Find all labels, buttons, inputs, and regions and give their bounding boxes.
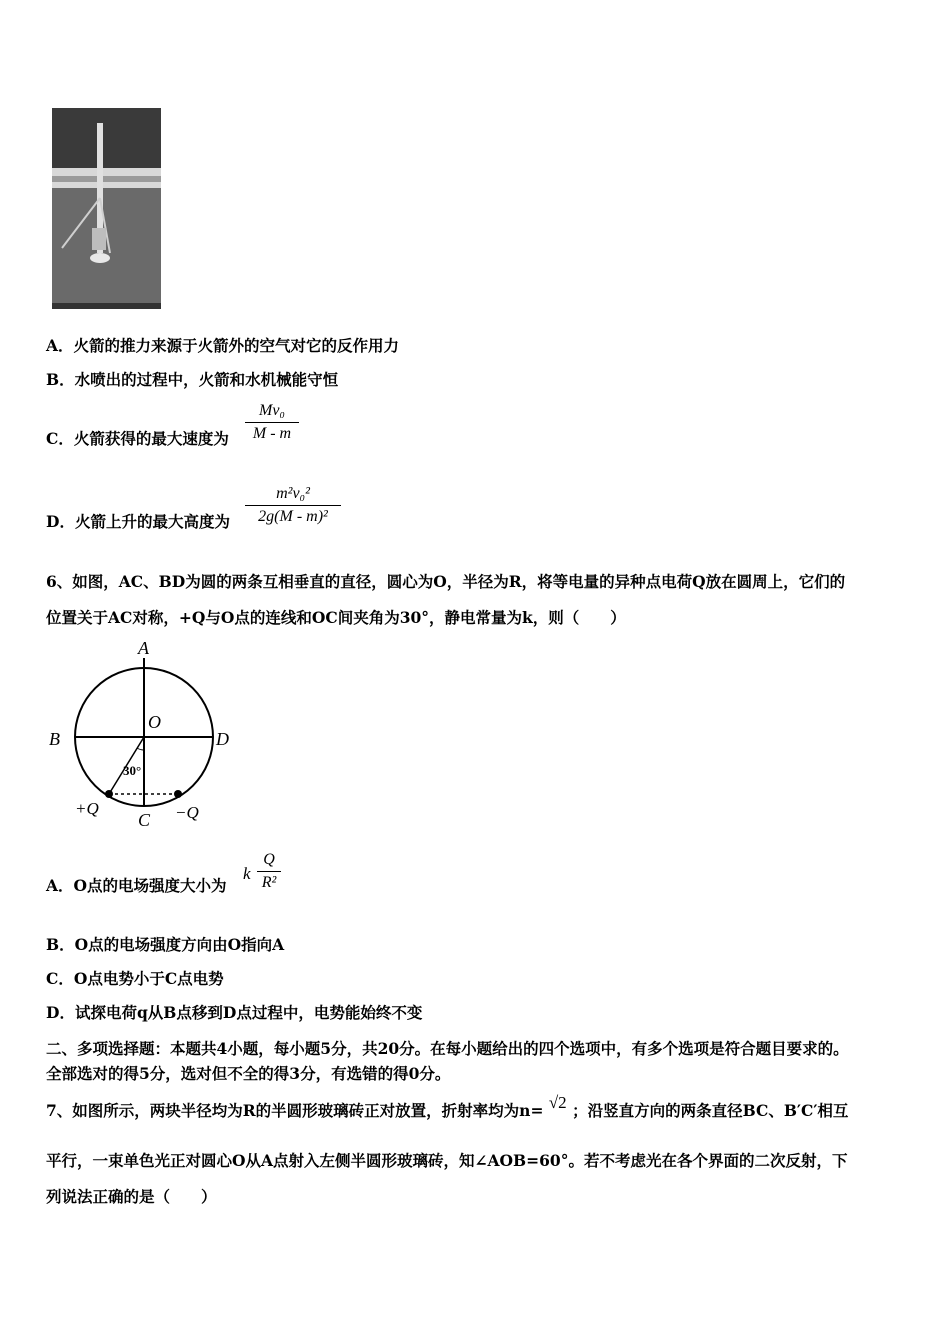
section2-line2: 全部选对的得5分，选对但不全的得3分，有选错的得0分。 — [46, 1064, 451, 1083]
label-negative-charge: −Q — [175, 803, 199, 822]
label-b: B — [49, 729, 60, 749]
sqrt-two: √2 — [548, 1093, 567, 1112]
water-rocket-photo — [52, 108, 161, 309]
q6-circle-diagram — [40, 636, 250, 836]
section2-line1: 二、多项选择题：本题共4小题，每小题5分，共20分。在每小题给出的四个选项中，有多个选项是符合题目要求的。 — [46, 1039, 849, 1058]
angle-label: 30° — [123, 763, 142, 778]
q6-option-a: A．O点的电场强度大小为 — [46, 876, 227, 895]
q5-option-a: A．火箭的推力来源于火箭外的空气对它的反作用力 — [46, 336, 400, 355]
label-positive-charge: +Q — [75, 799, 99, 818]
q6-formula-a — [243, 851, 283, 892]
q6-option-d: D．试探电荷q从B点移到D点过程中，电势能始终不变 — [46, 1003, 423, 1022]
formula-denominator: 2g(M - m)² — [258, 508, 328, 525]
q5-option-d: D．火箭上升的最大高度为 — [46, 512, 230, 531]
q6-stem-line2: 位置关于AC对称，+Q与O点的连线和OC间夹角为30°，静电常量为k，则（ ） — [46, 608, 626, 627]
label-o: O — [148, 712, 161, 732]
formula-denominator: R² — [261, 874, 277, 891]
q6-option-c: C．O点电势小于C点电势 — [46, 969, 224, 988]
q6-option-b: B．O点的电场强度方向由O指向A — [46, 935, 285, 954]
label-d: D — [216, 729, 229, 749]
q7-stem-part1: 7、如图所示，两块半径均为R的半圆形玻璃砖正对放置，折射率均为n= — [46, 1101, 544, 1120]
q6-stem-line1: 6、如图，AC、BD为圆的两条互相垂直的直径，圆心为O，半径为R，将等电量的异种点电荷Q放在圆周上，它们的 — [46, 572, 846, 591]
q7-stem-line1 — [46, 1093, 849, 1121]
q5-formula-c — [245, 402, 299, 443]
q5-formula-d — [245, 485, 341, 526]
q7-stem-line2: 平行，一束单色光正对圆心O从A点射入左侧半圆形玻璃砖，知∠AOB=60°。若不考虑光在各个界面的二次反射，下 — [46, 1151, 848, 1170]
formula-denominator: M - m — [252, 425, 292, 442]
q5-option-c: C．火箭获得的最大速度为 — [46, 429, 229, 448]
q7-stem-part2: ；沿竖直方向的两条直径BC、B′C′相互 — [572, 1101, 849, 1120]
formula-numerator: Mv₀ — [259, 402, 285, 419]
label-c: C — [138, 810, 151, 830]
q5-option-b: B．水喷出的过程中，火箭和水机械能守恒 — [46, 370, 339, 389]
formula-numerator: m²v₀² — [276, 485, 310, 502]
formula-numerator: Q — [263, 851, 275, 868]
formula-k: k — [243, 864, 251, 883]
q7-stem-line3: 列说法正确的是（ ） — [46, 1187, 217, 1206]
label-a: A — [138, 638, 149, 658]
